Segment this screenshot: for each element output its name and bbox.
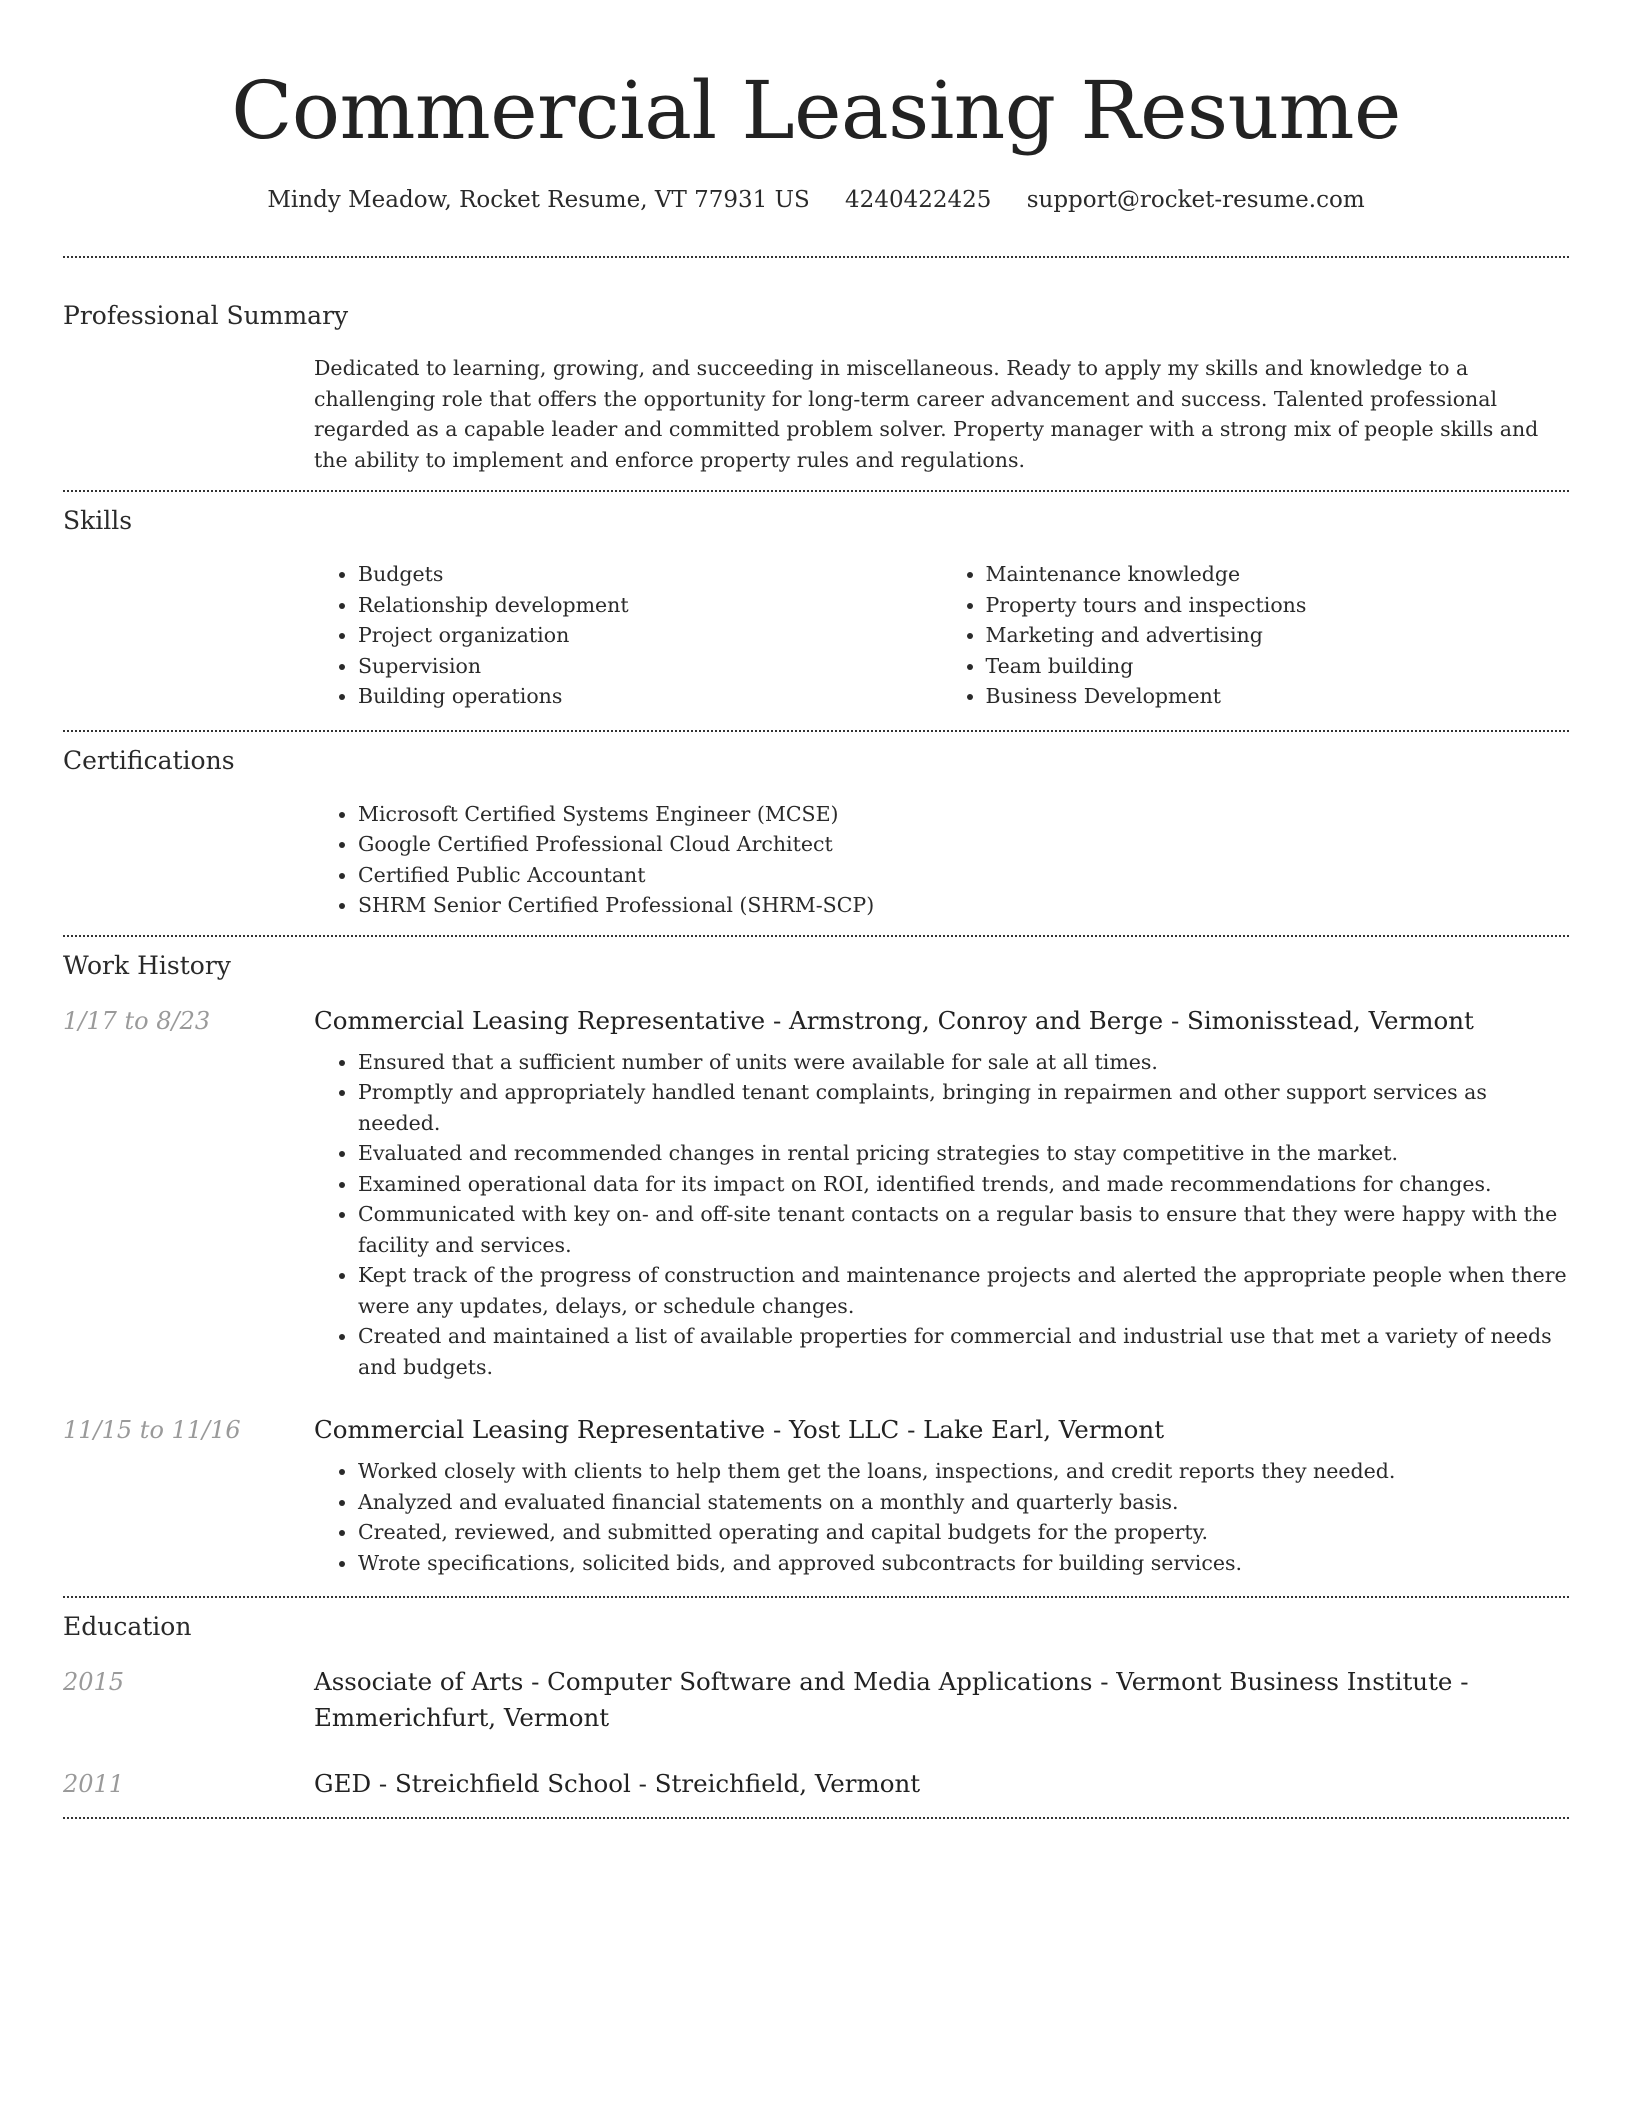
list-item: • Property tours and inspections bbox=[986, 590, 1570, 621]
list-item: • Examined operational data for its impact on ROI, identified trends, and made recommendations for changes. bbox=[358, 1169, 1569, 1200]
contact-address: Mindy Meadow, Rocket Resume, VT 77931 US bbox=[267, 187, 810, 213]
list-item: • Promptly and appropriately handled tenant complaints, bringing in repairmen and other support services as needed. bbox=[358, 1077, 1569, 1138]
list-item: • Wrote specifications, solicited bids, and approved subcontracts for building services. bbox=[358, 1548, 1569, 1579]
education-heading: Education bbox=[63, 1612, 192, 1641]
list-item: • Evaluated and recommended changes in rental pricing strategies to stay competitive in the market. bbox=[358, 1138, 1569, 1169]
education-entry bbox=[63, 1766, 1569, 1817]
degree-text: GED - Streichfield School - Streichfield, Vermont bbox=[314, 1769, 921, 1798]
work-entry bbox=[63, 1003, 1569, 1383]
list-item: • SHRM Senior Certified Professional (SHRM-SCP) bbox=[358, 890, 1569, 921]
work-heading: Work History bbox=[63, 950, 231, 980]
list-item: • Building operations bbox=[358, 681, 942, 712]
certifications-section bbox=[63, 732, 1569, 935]
list-item: • Certified Public Accountant bbox=[358, 860, 1569, 891]
education-year: 2011 bbox=[63, 1770, 125, 1798]
resume-title: Commercial Leasing Resume bbox=[231, 64, 1401, 157]
education-year: 2015 bbox=[63, 1668, 125, 1696]
work-entry-body bbox=[314, 1412, 1569, 1578]
certifications-heading: Certifications bbox=[63, 745, 235, 775]
contact-phone: 4240422425 bbox=[845, 187, 992, 213]
skills-list-right bbox=[942, 559, 1570, 712]
list-item: • Kept track of the progress of construction and maintenance projects and alerted the appropriate people when there were any updates, delays, or schedule changes. bbox=[358, 1260, 1569, 1321]
job-title: Commercial Leasing Representative - Yost LLC - Lake Earl, Vermont bbox=[314, 1415, 1165, 1444]
summary-text: Dedicated to learning, growing, and succeeding in miscellaneous. Ready to apply my skills and knowledge to a challenging role that offers the opportunity for long-term career advancement and success. Talented professional regarded as a capable leader and committed problem solver. Property manager with a strong mix of people skills and the ability to implement and enforce property rules and regulations. bbox=[314, 356, 1539, 472]
skills-list-left bbox=[314, 559, 942, 712]
education-entry-body bbox=[314, 1766, 1569, 1802]
list-item: • Created, reviewed, and submitted operating and capital budgets for the property. bbox=[358, 1517, 1569, 1548]
work-dates: 1/17 to 8/23 bbox=[63, 1006, 211, 1035]
list-item: • Supervision bbox=[358, 651, 942, 682]
contact-email: support@rocket-resume.com bbox=[1026, 187, 1365, 213]
skills-heading: Skills bbox=[63, 506, 133, 535]
education-entry-body bbox=[314, 1664, 1569, 1736]
list-item: • Project organization bbox=[358, 620, 942, 651]
skills-columns bbox=[314, 559, 1569, 730]
education-section bbox=[63, 1598, 1569, 1817]
list-item: • Relationship development bbox=[358, 590, 942, 621]
divider bbox=[63, 1817, 1569, 1819]
list-item: • Team building bbox=[986, 651, 1570, 682]
summary-heading: Professional Summary bbox=[63, 301, 349, 330]
list-item: • Marketing and advertising bbox=[986, 620, 1570, 651]
work-section bbox=[63, 937, 1569, 1597]
list-item: • Microsoft Certified Systems Engineer (MCSE) bbox=[358, 799, 1569, 830]
list-item: • Budgets bbox=[358, 559, 942, 590]
degree-text: Associate of Arts - Computer Software and Media Applications - Vermont Business Institute - Emmerichfurt, Vermont bbox=[314, 1667, 1469, 1732]
work-entry bbox=[63, 1412, 1569, 1596]
job-bullets bbox=[314, 1047, 1569, 1383]
contact-line bbox=[63, 184, 1569, 216]
certifications-list bbox=[314, 799, 1569, 921]
list-item: • Business Development bbox=[986, 681, 1570, 712]
work-dates: 11/15 to 11/16 bbox=[63, 1416, 241, 1444]
list-item: • Created and maintained a list of available properties for commercial and industrial use that met a variety of needs and budgets. bbox=[358, 1321, 1569, 1382]
list-item: • Maintenance knowledge bbox=[986, 559, 1570, 590]
list-item: • Worked closely with clients to help them get the loans, inspections, and credit reports they needed. bbox=[358, 1456, 1569, 1487]
summary-section bbox=[63, 258, 1569, 490]
job-title: Commercial Leasing Representative - Armstrong, Conroy and Berge - Simonisstead, Vermont bbox=[314, 1005, 1474, 1035]
skills-section bbox=[63, 492, 1569, 730]
education-entry bbox=[63, 1664, 1569, 1736]
certifications-content bbox=[314, 799, 1569, 935]
list-item: • Analyzed and evaluated financial statements on a monthly and quarterly basis. bbox=[358, 1487, 1569, 1518]
list-item: • Google Certified Professional Cloud Architect bbox=[358, 829, 1569, 860]
job-bullets bbox=[314, 1456, 1569, 1578]
work-entry-body bbox=[314, 1003, 1569, 1383]
list-item: • Communicated with key on- and off-site tenant contacts on a regular basis to ensure that they were happy with the facility and services. bbox=[358, 1199, 1569, 1260]
list-item: • Ensured that a sufficient number of units were available for sale at all times. bbox=[358, 1047, 1569, 1078]
